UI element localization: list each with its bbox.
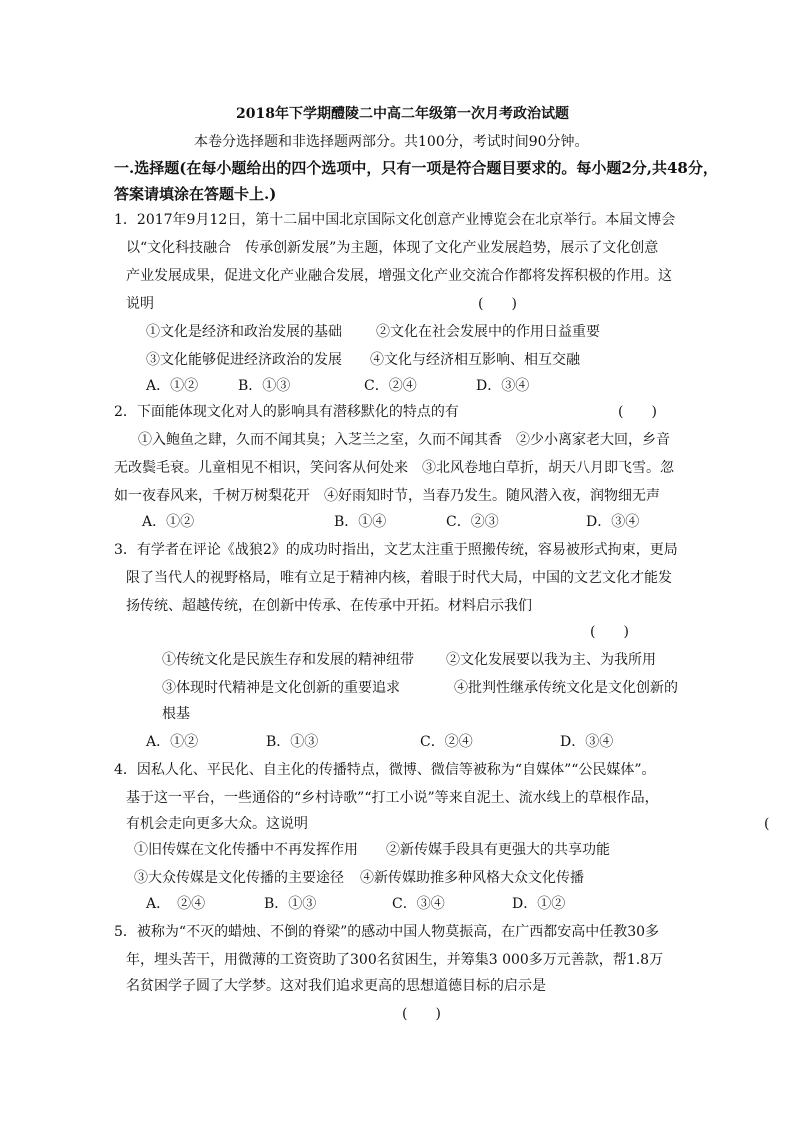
q4-option-c: C．③④ xyxy=(392,896,445,912)
q4-statement-3: ③大众传媒是文化传播的主要途径 xyxy=(134,870,344,886)
q3-line2: 限了当代人的视野格局，唯有立足于精神内核，着眼于时代大局，中国的文艺文化才能发 xyxy=(126,570,672,586)
q2-line2: ①入鲍鱼之肆，久而不闻其臭；入芝兰之室，久而不闻其香 ②少小离家老大回，乡音 xyxy=(138,432,670,448)
q3-option-b: B．①③ xyxy=(266,734,319,750)
q1-statement-1: ①文化是经济和政治发展的基础 xyxy=(146,324,342,340)
q1-option-d: D．③④ xyxy=(476,378,530,394)
q3-line3: 扬传统、超越传统，在创新中传承、在传承中开拓。材料启示我们 xyxy=(126,598,532,614)
q3-statement-4: ④批判性继承传统文化是文化创新的 xyxy=(454,680,678,696)
q2-answer-blank: ( ) xyxy=(618,404,657,420)
q3-option-a: A．①② xyxy=(146,734,199,750)
q2-line1: 2．下面能体现文化对人的影响具有潜移默化的特点的有 xyxy=(114,404,459,420)
q3-option-d: D．③④ xyxy=(560,734,614,750)
q2-option-d: D．③④ xyxy=(586,514,640,530)
q3-statement-4-cont: 根基 xyxy=(162,706,190,722)
q4-answer-paren: ( xyxy=(764,816,770,832)
section-heading-line2: 答案请填涂在答题卡上.) xyxy=(114,185,277,203)
q3-statement-3: ③体现时代精神是文化创新的重要追求 xyxy=(162,680,400,696)
q4-option-b: B．①③ xyxy=(264,896,317,912)
q1-line2: 以“文化科技融合 传承创新发展”为主题，体现了文化产业发展趋势，展示了文化创意 xyxy=(126,240,659,256)
exam-title: 2018年下学期醴陵二中高二年级第一次月考政治试题 xyxy=(236,106,569,122)
q1-option-b: B．①③ xyxy=(238,378,291,394)
q4-option-d: D．①② xyxy=(512,896,566,912)
q1-statement-2: ②文化在社会发展中的作用日益重要 xyxy=(376,324,600,340)
q4-line3: 有机会走向更多大众。这说明 xyxy=(126,816,308,832)
q3-answer-blank: ( ) xyxy=(590,624,629,640)
q2-option-a: A．①② xyxy=(142,514,195,530)
q5-line3: 名贫困学子圆了大学梦。这对我们追求更高的思想道德目标的启示是 xyxy=(126,978,546,994)
q3-option-c: C．②④ xyxy=(420,734,473,750)
q4-statement-4: ④新传媒助推多种风格大众文化传播 xyxy=(360,870,584,886)
q5-answer-blank: ( ) xyxy=(402,1006,441,1022)
q1-line1: 1．2017年9月12日，第十二届中国北京国际文化创意产业博览会在北京举行。本届文博会 xyxy=(114,212,676,228)
q2-line3: 无改鬓毛衰。儿童相见不相识，笑问客从何处来 ③北风卷地白草折，胡天八月即飞雪。忽 xyxy=(114,460,674,476)
section-heading-line1: 一.选择题(在每小题给出的四个选项中，只有一项是符合题目要求的。每小题2分,共48分， xyxy=(114,159,718,177)
q1-statement-3: ③文化能够促进经济政治的发展 xyxy=(146,352,342,368)
q3-line1: 3．有学者在评论《战狼2》的成功时指出，文艺太注重于照搬传统，容易被形式拘束，更局 xyxy=(114,542,678,558)
q4-statement-1: ①旧传媒在文化传播中不再发挥作用 xyxy=(134,842,358,858)
q1-line3: 产业发展成果，促进文化产业融合发展，增强文化产业交流合作都将发挥积极的作用。这 xyxy=(126,268,672,284)
q1-option-a: A．①② xyxy=(146,378,199,394)
q2-option-c: C．②③ xyxy=(446,514,499,530)
q5-line1: 5．被称为“不灭的蜡烛、不倒的脊梁”的感动中国人物莫振高，在广西都安高中任教30多 xyxy=(114,924,660,940)
q1-statement-4: ④文化与经济相互影响、相互交融 xyxy=(370,352,580,368)
q4-option-a: A． ②④ xyxy=(146,896,206,912)
q4-line2: 基于这一平台，一些通俗的“乡村诗歌”“打工小说”等来自泥土、流水线上的草根作品， xyxy=(126,790,659,806)
q2-line4: 如一夜春风来，千树万树梨花开 ④好雨知时节，当春乃发生。随风潜入夜，润物细无声 xyxy=(114,488,660,504)
q5-line2: 年，埋头苦干，用微薄的工资资助了300名贫困生，并筹集3 000多万元善款，帮1.8万 xyxy=(126,952,664,968)
q4-statement-2: ②新传媒手段具有更强大的共享功能 xyxy=(386,842,610,858)
q1-line4: 说明 xyxy=(126,296,154,312)
q4-line1: 4．因私人化、平民化、自主化的传播特点，微博、微信等被称为“自媒体”“公民媒体”。 xyxy=(114,762,656,778)
q1-answer-blank: ( ) xyxy=(478,296,517,312)
q2-option-b: B．①④ xyxy=(334,514,387,530)
exam-subtitle: 本卷分选择题和非选择题两部分。共100分，考试时间90分钟。 xyxy=(194,134,589,150)
q3-statement-2: ②文化发展要以我为主、为我所用 xyxy=(446,652,656,668)
q1-option-c: C．②④ xyxy=(364,378,417,394)
q3-statement-1: ①传统文化是民族生存和发展的精神纽带 xyxy=(162,652,414,668)
